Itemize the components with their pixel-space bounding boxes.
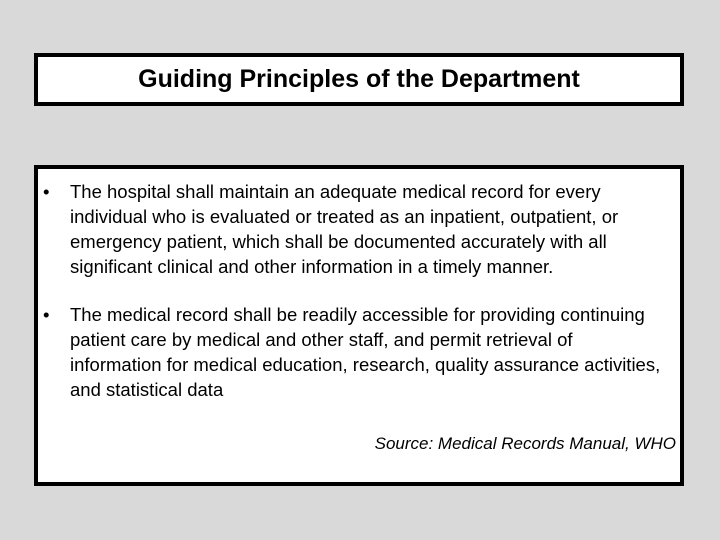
bullet-item-record-accessibility [38,302,680,402]
bullet-list [38,179,680,425]
bullet-item-record-maintenance [38,179,680,279]
bullet-icon: • [43,181,50,202]
bullet-text: The medical record shall be readily accessible for providing continuing patient care by medical and other staff, and permit retrieval of information for medical education, research, quality assurance activities, and statistical data [70,304,661,400]
page-title: Guiding Principles of the Department [138,65,580,93]
title-box [34,53,684,106]
source-citation: Source: Medical Records Manual, WHO [374,434,676,453]
content-box [34,165,684,486]
bullet-text: The hospital shall maintain an adequate medical record for every individual who is evaluated or treated as an inpatient, outpatient, or emergency patient, which shall be documented accurately with all significant clinical and other information in a timely manner. [70,181,619,277]
bullet-icon: • [43,304,50,325]
